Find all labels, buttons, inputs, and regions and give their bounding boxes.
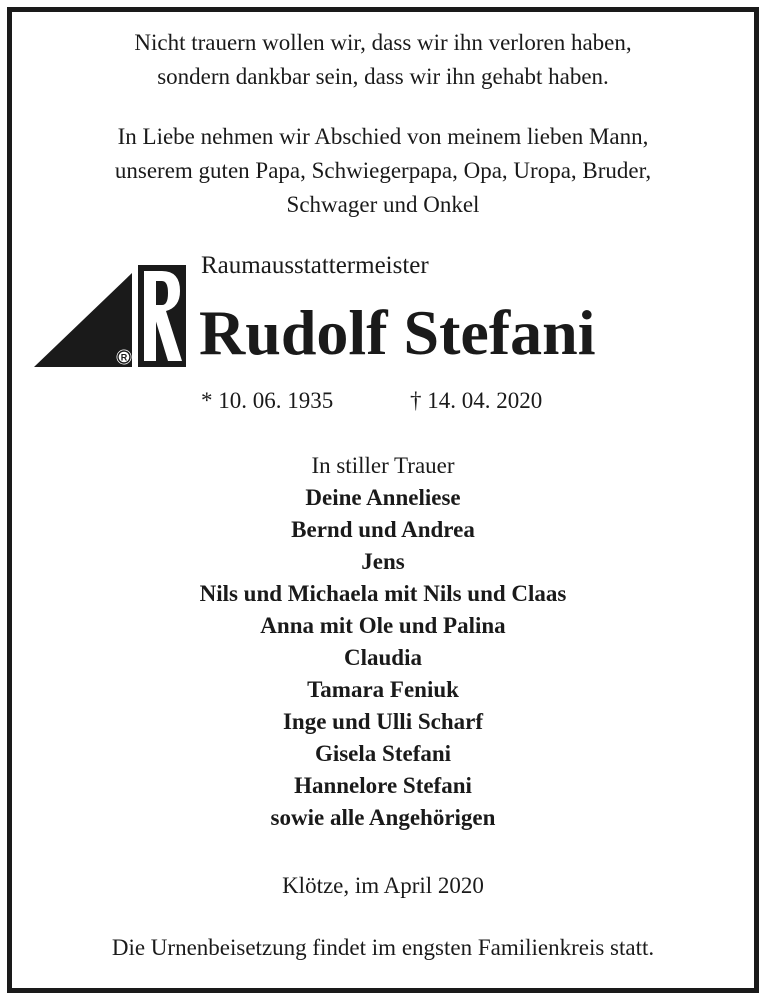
mourner-name: Deine Anneliese [305, 485, 461, 510]
mourner-name: Claudia [344, 645, 422, 670]
birth-date: * 10. 06. 1935 [201, 388, 334, 413]
farewell-line: unserem guten Papa, Schwiegerpapa, Opa, Uropa, Bruder, [114, 158, 652, 183]
mourner-name: Gisela Stefani [314, 741, 452, 766]
farewell-text [0, 120, 766, 222]
mourner-name: Bernd und Andrea [291, 517, 475, 542]
mourner-name: sowie alle Angehörigen [270, 805, 496, 830]
company-logo-icon [34, 265, 186, 367]
deceased-name: Rudolf Stefani [199, 297, 596, 368]
registered-mark-letter: R [120, 352, 128, 363]
farewell-line: In Liebe nehmen wir Abschied von meinem lieben Mann, [117, 124, 649, 149]
farewell-line: Schwager und Onkel [286, 192, 480, 217]
mourners-list [0, 450, 766, 834]
death-date: † 14. 04. 2020 [410, 388, 543, 413]
motto-line: sondern dankbar sein, dass wir ihn gehabt haben. [157, 64, 609, 89]
mourner-name: Tamara Feniuk [307, 677, 459, 702]
mourner-name: Hannelore Stefani [294, 773, 472, 798]
motto-line: Nicht trauern wollen wir, dass wir ihn verloren haben, [134, 30, 632, 55]
profession-title: Raumausstattermeister [201, 252, 429, 279]
mourner-name: Inge und Ulli Scharf [282, 709, 483, 734]
motto [0, 26, 766, 94]
burial-notice: Die Urnenbeisetzung findet im engsten Familienkreis statt. [111, 935, 655, 960]
place-date: Klötze, im April 2020 [282, 873, 484, 898]
mourners-intro: In stiller Trauer [311, 453, 455, 478]
mourner-name: Nils und Michaela mit Nils und Claas [199, 581, 567, 606]
mourner-name: Anna mit Ole und Palina [260, 613, 506, 638]
logo-triangle [34, 273, 132, 367]
mourner-name: Jens [361, 549, 405, 574]
